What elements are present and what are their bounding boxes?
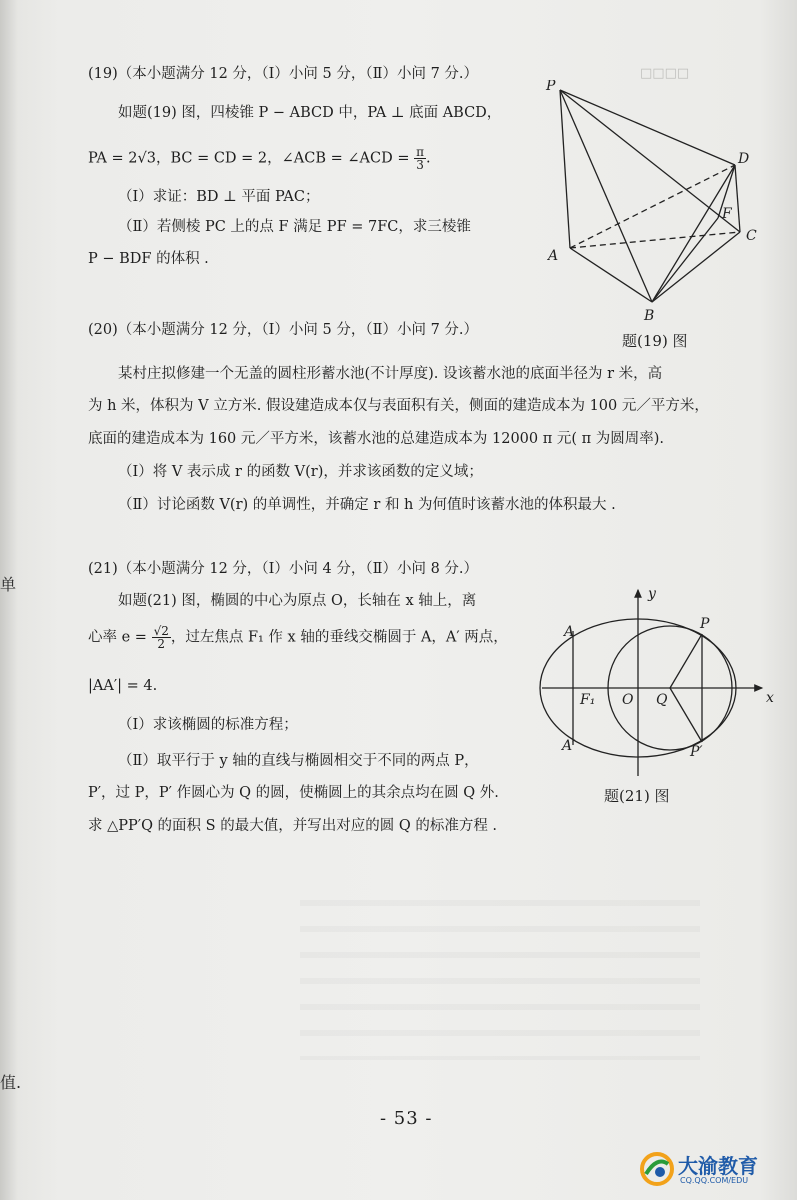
q21-line2a: 心率 e = bbox=[88, 629, 152, 646]
bleed-through: □□□□ bbox=[640, 66, 690, 81]
q19-fraction bbox=[414, 146, 426, 171]
q19-line2b: . bbox=[426, 150, 431, 167]
segment-QP bbox=[670, 634, 702, 688]
segment-QP-prime bbox=[670, 688, 702, 742]
q21-line2b: ，过左焦点 F₁ 作 x 轴的垂线交椭圆于 A，A′ 两点， bbox=[170, 629, 508, 646]
figure-21-caption: 题(21) 图 bbox=[604, 787, 670, 805]
q20-line3: 底面的建造成本为 160 元／平方米，该蓄水池的总建造成本为 12000 π 元( π 为圆周率). bbox=[88, 431, 665, 447]
q19-part2a: （Ⅱ）若侧棱 PC 上的点 F 满足 PF = 7FC，求三棱锥 bbox=[118, 219, 471, 235]
q21-line2 bbox=[88, 625, 508, 650]
label-P-prime: P′ bbox=[690, 744, 703, 760]
fraction-denominator: 3 bbox=[416, 158, 424, 172]
left-margin-mark: 值. bbox=[0, 1073, 22, 1092]
q21-fraction bbox=[152, 625, 171, 650]
edge-PD bbox=[560, 90, 735, 165]
edge-PB bbox=[560, 90, 652, 302]
q20-line2: 为 h 米，体积为 V 立方米. 假设建造成本仅与表面积有关，侧面的建造成本为 100 元／平方米， bbox=[88, 398, 709, 414]
label-A: A bbox=[548, 248, 559, 264]
logo-icon bbox=[638, 1150, 676, 1188]
fraction-denominator: 2 bbox=[157, 637, 166, 651]
site-logo bbox=[638, 1148, 788, 1192]
q19-line2 bbox=[88, 146, 431, 171]
q21-header: (21)（本小题满分 12 分，（Ⅰ）小问 4 分，（Ⅱ）小问 8 分.） bbox=[88, 561, 479, 577]
q19-part1: （Ⅰ）求证：BD ⊥ 平面 PAC； bbox=[118, 189, 320, 205]
edge-BF bbox=[652, 218, 718, 302]
fraction-numerator: √2 bbox=[153, 624, 169, 638]
logo-name: 大渝教育 bbox=[678, 1154, 758, 1178]
label-P: P bbox=[700, 616, 710, 632]
figure-19-caption: 题(19) 图 bbox=[622, 332, 688, 350]
label-Q: Q bbox=[656, 692, 668, 708]
fraction-numerator: π bbox=[416, 145, 424, 159]
figure-21-ellipse bbox=[530, 580, 780, 785]
figure-19-pyramid bbox=[540, 80, 780, 350]
q20-part2: （Ⅱ）讨论函数 V(r) 的单调性，并确定 r 和 h 为何值时该蓄水池的体积最大 . bbox=[118, 497, 616, 513]
label-F: F bbox=[722, 206, 732, 222]
q20-part1: （Ⅰ）将 V 表示成 r 的函数 V(r)，并求该函数的定义域； bbox=[118, 464, 483, 480]
left-margin-mark: 单 bbox=[0, 575, 17, 594]
q21-part1: （Ⅰ）求该椭圆的标准方程； bbox=[118, 717, 298, 733]
q19-line2a: PA = 2√3，BC = CD = 2，∠ACB = ∠ACD = bbox=[88, 150, 415, 167]
label-y: y bbox=[648, 586, 656, 602]
edge-BC bbox=[652, 232, 740, 302]
q21-line1: 如题(21) 图，椭圆的中心为原点 O，长轴在 x 轴上，离 bbox=[118, 593, 477, 609]
label-C: C bbox=[746, 228, 757, 244]
logo-url: CQ.QQ.COM/EDU bbox=[680, 1176, 749, 1185]
label-D: D bbox=[738, 151, 750, 167]
label-F1: F₁ bbox=[580, 692, 596, 708]
edge-PC bbox=[560, 90, 740, 232]
page-number: - 53 - bbox=[380, 1108, 433, 1129]
edge-DC bbox=[735, 165, 740, 232]
label-A-prime: A′ bbox=[562, 738, 576, 754]
q21-part2a: （Ⅱ）取平行于 y 轴的直线与椭圆相交于不同的两点 P， bbox=[118, 753, 479, 769]
q21-part2b: P′，过 P，P′ 作圆心为 Q 的圆，使椭圆上的其余点均在圆 Q 外. bbox=[88, 785, 499, 801]
q21-part2c: 求 △PP′Q 的面积 S 的最大值，并写出对应的圆 Q 的标准方程 . bbox=[88, 818, 498, 834]
q19-part2b: P − BDF 的体积 . bbox=[88, 251, 209, 267]
q21-line3: |AA′| = 4. bbox=[88, 678, 158, 694]
q19-line1: 如题(19) 图，四棱锥 P − ABCD 中，PA ⊥ 底面 ABCD， bbox=[118, 105, 502, 121]
q20-line1: 某村庄拟修建一个无盖的圆柱形蓄水池(不计厚度). 设该蓄水池的底面半径为 r 米，高 bbox=[118, 366, 663, 382]
label-x: x bbox=[766, 690, 774, 706]
edge-PA bbox=[560, 90, 570, 248]
bleed-through-text bbox=[300, 880, 700, 1060]
q19-header: (19)（本小题满分 12 分，（Ⅰ）小问 5 分，（Ⅱ）小问 7 分.） bbox=[88, 66, 479, 82]
label-A: A bbox=[564, 624, 575, 640]
label-O: O bbox=[622, 692, 634, 708]
edge-AC-hidden bbox=[570, 232, 740, 248]
q20-header: (20)（本小题满分 12 分，（Ⅰ）小问 5 分，（Ⅱ）小问 7 分.） bbox=[88, 322, 479, 338]
label-P: P bbox=[546, 80, 556, 94]
label-B: B bbox=[644, 308, 655, 324]
